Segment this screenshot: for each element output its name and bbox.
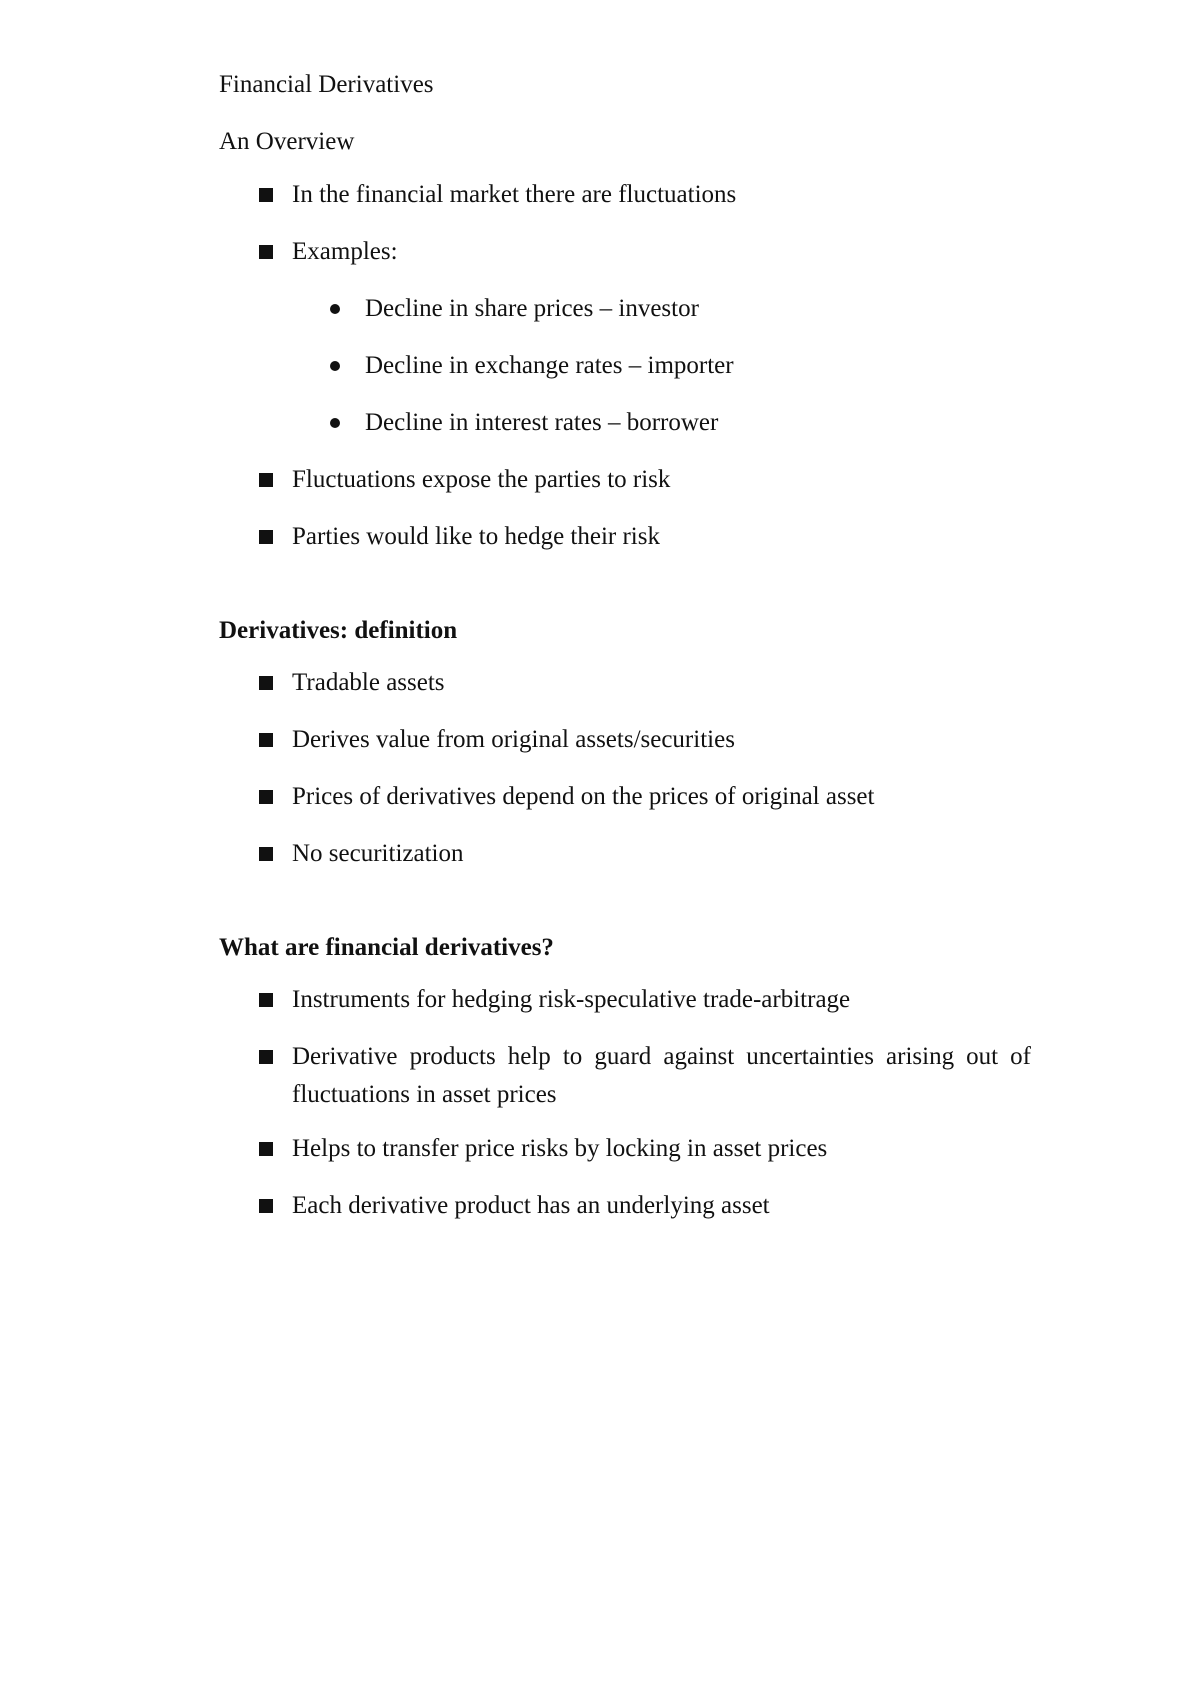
list-item [219, 465, 1031, 495]
square-bullet-icon [259, 1050, 273, 1064]
list-item-text: Instruments for hedging risk-speculative trade-arbitrage [292, 986, 851, 1013]
list-item [219, 237, 1031, 438]
list-item-text: Derives value from original assets/securities [292, 726, 735, 753]
what-are-list [219, 985, 1031, 1221]
round-bullet-icon [330, 361, 340, 371]
round-bullet-icon [330, 304, 340, 314]
section-heading-what-are: What are financial derivatives? [219, 934, 554, 961]
square-bullet-icon [259, 530, 273, 544]
square-bullet-icon [259, 790, 273, 804]
list-item-text: No securitization [292, 840, 464, 867]
list-item-text: Tradable assets [292, 669, 445, 696]
list-item-text: Examples: [292, 238, 398, 265]
square-bullet-icon [259, 847, 273, 861]
list-item [219, 839, 1031, 869]
list-item-text: Derivative products help to guard against uncertainties arising out of fluctuations in asset prices [292, 1043, 1031, 1108]
square-bullet-icon [259, 1199, 273, 1213]
square-bullet-icon [259, 1142, 273, 1156]
square-bullet-icon [259, 733, 273, 747]
definition-list [219, 668, 1031, 869]
square-bullet-icon [259, 676, 273, 690]
list-item-text: Prices of derivatives depend on the prices of original asset [292, 783, 875, 810]
list-item [219, 985, 1031, 1015]
list-item-text: Each derivative product has an underlying asset [292, 1192, 770, 1219]
list-item-text: Helps to transfer price risks by locking in asset prices [292, 1135, 828, 1162]
sub-list-item [219, 294, 1031, 324]
list-item [219, 522, 1031, 552]
list-item [219, 180, 1031, 210]
sub-list-item [219, 351, 1031, 381]
list-item-text: Fluctuations expose the parties to risk [292, 466, 671, 493]
list-item [219, 1134, 1031, 1164]
list-item-text: In the financial market there are fluctuations [292, 181, 737, 208]
sub-list-item-text: Decline in exchange rates – importer [365, 352, 734, 379]
round-bullet-icon [330, 418, 340, 428]
examples-list [292, 294, 1031, 438]
section-heading-definition: Derivatives: definition [219, 617, 458, 644]
square-bullet-icon [259, 473, 273, 487]
sub-list-item [219, 408, 1031, 438]
document-title: Financial Derivatives [219, 71, 434, 98]
square-bullet-icon [259, 188, 273, 202]
list-item [219, 1191, 1031, 1221]
list-item [219, 668, 1031, 698]
square-bullet-icon [259, 993, 273, 1007]
document-body [219, 70, 1031, 1248]
overview-list [219, 180, 1031, 552]
sub-list-item-text: Decline in interest rates – borrower [365, 409, 719, 436]
sub-list-item-text: Decline in share prices – investor [365, 295, 699, 322]
list-item [219, 725, 1031, 755]
document-subtitle: An Overview [219, 128, 355, 155]
square-bullet-icon [259, 245, 273, 259]
list-item [219, 1038, 1031, 1114]
list-item [219, 782, 1031, 812]
list-item-text: Parties would like to hedge their risk [292, 523, 660, 550]
